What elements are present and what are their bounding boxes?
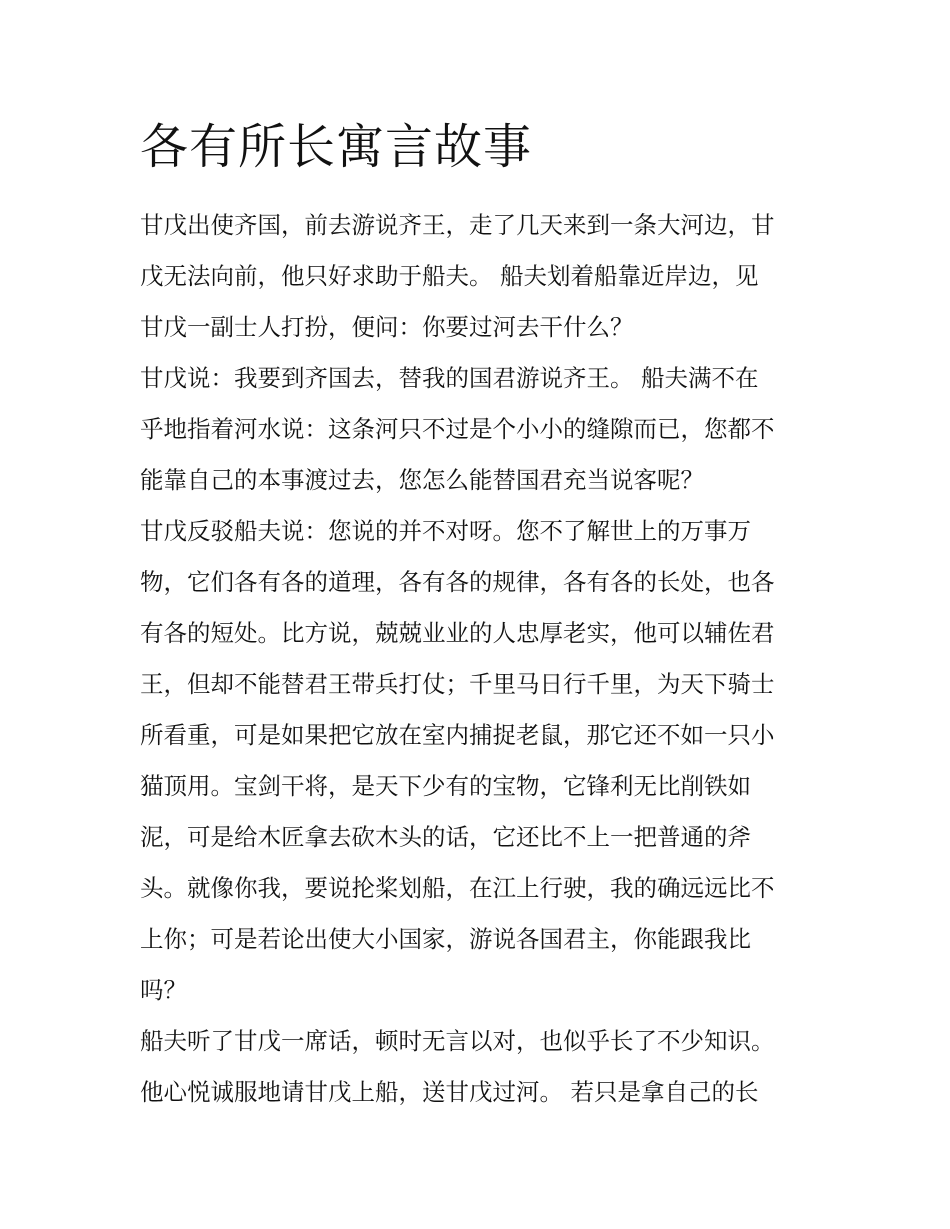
text-line: 猫顶用。宝剑干将，是天下少有的宝物，它锋利无比削铁如 <box>140 772 751 800</box>
text-line: 船夫听了甘戊一席话，顿时无言以对，也似乎长了不少知识。 <box>140 1027 775 1055</box>
text-line: 上你；可是若论出使大小国家，游说各国君主，你能跟我比 <box>140 925 751 953</box>
text-line: 乎地指着河水说：这条河只不过是个小小的缝隙而已，您都不 <box>140 415 775 443</box>
text-line: 甘戊出使齐国，前去游说齐王，走了几天来到一条大河边，甘 <box>140 211 775 239</box>
text-line: 戊无法向前，他只好求助于船夫。 船夫划着船靠近岸边，见 <box>140 262 759 290</box>
text-line: 能靠自己的本事渡过去，您怎么能替国君充当说客呢？ <box>140 466 704 494</box>
text-line: 吗？ <box>140 976 187 1004</box>
text-line: 物，它们各有各的道理，各有各的规律，各有各的长处，也各 <box>140 568 775 596</box>
document-body <box>140 200 815 1118</box>
paragraph-3 <box>140 506 815 1016</box>
text-line: 他心悦诚服地请甘戊上船，送甘戊过河。 若只是拿自己的长 <box>140 1078 759 1106</box>
document-page <box>140 112 815 1118</box>
paragraph-1 <box>140 200 815 353</box>
text-line: 头。就像你我，要说抡桨划船，在江上行驶，我的确远远比不 <box>140 874 775 902</box>
text-line: 甘戊一副士人打扮，便问：你要过河去干什么？ <box>140 313 634 341</box>
paragraph-4 <box>140 1016 815 1118</box>
paragraph-2 <box>140 353 815 506</box>
text-line: 甘戊反驳船夫说：您说的并不对呀。您不了解世上的万事万 <box>140 517 751 545</box>
text-line: 有各的短处。比方说，兢兢业业的人忠厚老实，他可以辅佐君 <box>140 619 775 647</box>
text-line: 王，但却不能替君王带兵打仗；千里马日行千里，为天下骑士 <box>140 670 775 698</box>
text-line: 所看重，可是如果把它放在室内捕捉老鼠，那它还不如一只小 <box>140 721 775 749</box>
page-title: 各有所长寓言故事 <box>140 119 533 175</box>
text-line: 泥，可是给木匠拿去砍木头的话，它还比不上一把普通的斧 <box>140 823 751 851</box>
text-line: 甘戊说：我要到齐国去，替我的国君游说齐王。 船夫满不在 <box>140 364 759 392</box>
